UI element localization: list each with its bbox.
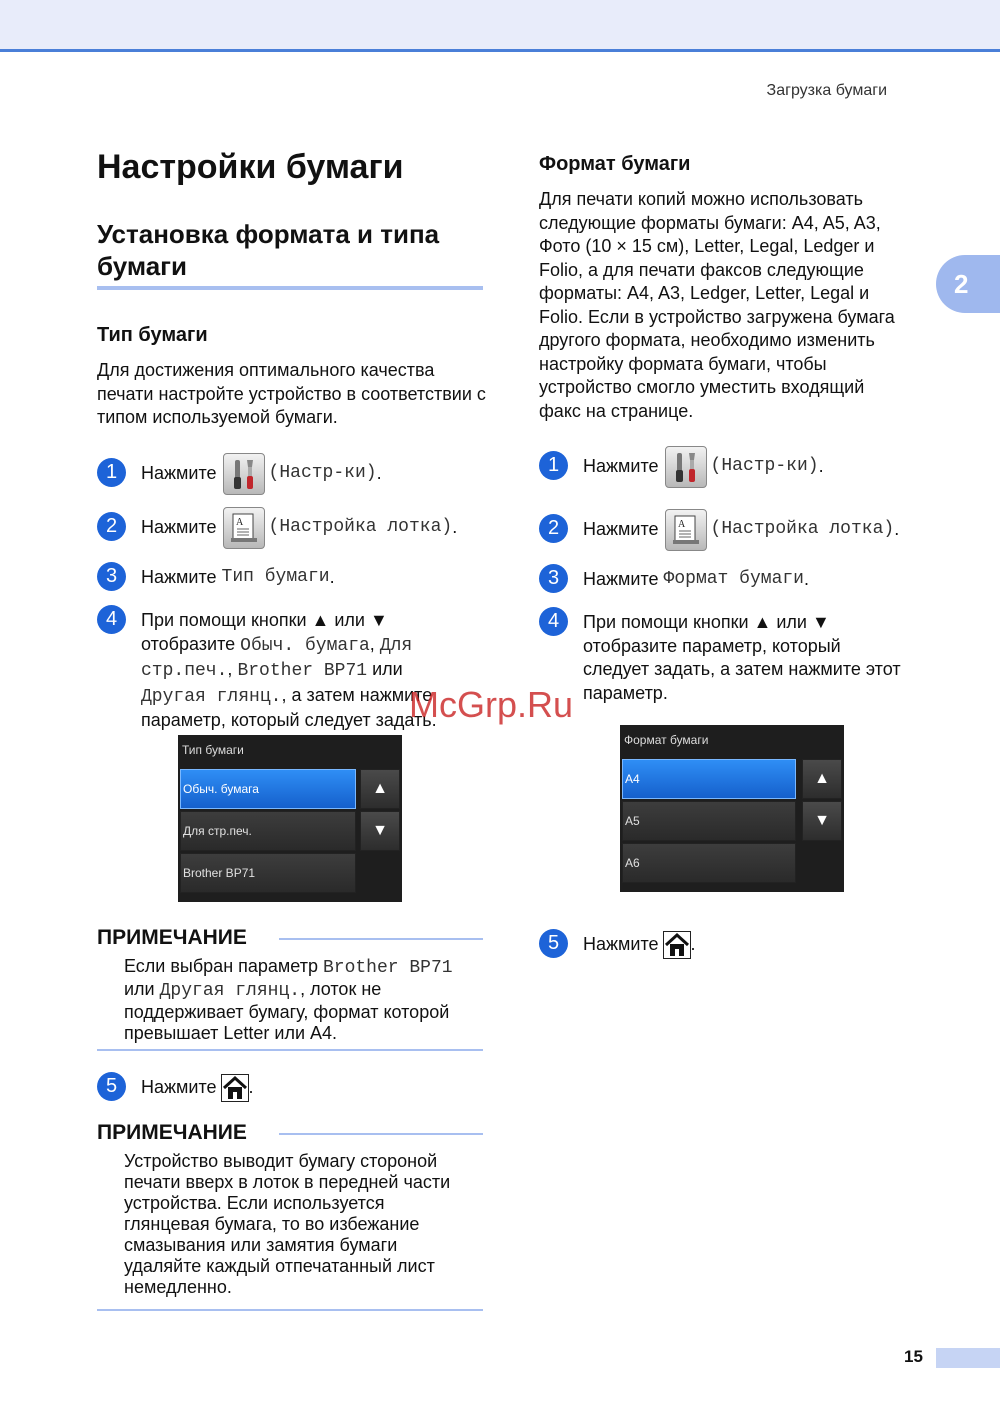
step-text: Нажмите bbox=[141, 1077, 217, 1098]
lcd-option[interactable]: A4 bbox=[622, 759, 796, 799]
step-post: . bbox=[690, 934, 696, 955]
step-number: 1 bbox=[97, 458, 126, 487]
step-number: 1 bbox=[539, 451, 568, 480]
settings-tools-icon[interactable] bbox=[665, 446, 707, 488]
svg-text:A: A bbox=[235, 517, 243, 528]
step-post: . bbox=[803, 569, 809, 589]
step-text: Нажмите bbox=[583, 569, 664, 589]
intro-line: Фото (10 × 15 см), Letter, Legal, Ledger и bbox=[539, 236, 875, 256]
step-mono: Тип бумаги bbox=[221, 567, 330, 587]
step-line: параметр, который следует задать. bbox=[141, 710, 437, 730]
intro-line: следующие форматы бумаги: A4, A5, A3, bbox=[539, 212, 881, 233]
step-2 bbox=[141, 506, 457, 550]
note-line-text: или Другая глянц., лоток не bbox=[124, 979, 382, 1001]
step-number: 4 bbox=[539, 607, 568, 636]
step-number: 3 bbox=[539, 564, 568, 593]
section-title: Установка формата и типа бумаги bbox=[97, 219, 440, 281]
page-tab bbox=[936, 1348, 1000, 1368]
step-post: . bbox=[376, 463, 382, 484]
step-number: 3 bbox=[97, 562, 126, 591]
step-mono: (Настройка лотка) bbox=[268, 517, 453, 538]
step-post: . bbox=[818, 456, 824, 477]
intro-line: устройство смогло уместить входящий bbox=[539, 377, 865, 397]
settings-tools-icon[interactable] bbox=[223, 453, 265, 495]
step-5 bbox=[141, 1073, 254, 1103]
section-rule bbox=[97, 286, 483, 290]
chapter-tab: 2 bbox=[936, 255, 1000, 313]
step-line: следует задать, а затем нажмите этот bbox=[583, 659, 901, 679]
step-3 bbox=[583, 568, 809, 592]
subsection-title-paper-size: Формат бумаги bbox=[539, 153, 691, 175]
step-mono: (Настройка лотка) bbox=[710, 519, 895, 540]
lcd-option[interactable]: A6 bbox=[622, 843, 796, 883]
note-line-text: смазывания или замятия бумаги bbox=[124, 1235, 398, 1255]
step-line: отобразите параметр, который bbox=[583, 635, 841, 656]
lcd-option[interactable]: A5 bbox=[622, 801, 796, 841]
intro-paper-type: Для достижения оптимального качества печати настройте устройство в соответствии с типом используемой бумаги. bbox=[97, 360, 486, 427]
running-head: Загрузка бумаги bbox=[766, 82, 887, 99]
svg-text:A: A bbox=[677, 519, 685, 530]
intro-line: другого формата, необходимо изменить bbox=[539, 330, 875, 350]
lcd-paper-size bbox=[620, 725, 844, 892]
lcd-title: Тип бумаги bbox=[182, 743, 244, 757]
note-rule bbox=[97, 1309, 483, 1311]
step-line: параметр. bbox=[583, 682, 668, 703]
note-rule bbox=[97, 1049, 483, 1051]
note-line-text: удаляйте каждый отпечатанный лист bbox=[124, 1256, 435, 1276]
intro-line: факс на странице. bbox=[539, 400, 694, 421]
step-line: При помощи кнопки ▲ или ▼ bbox=[583, 612, 830, 632]
note-2-text bbox=[124, 1151, 484, 1298]
watermark: McGrp.Ru bbox=[409, 684, 574, 725]
lcd-option[interactable]: Обыч. бумага bbox=[180, 769, 356, 809]
step-post: . bbox=[248, 1077, 254, 1098]
step-number: 5 bbox=[539, 929, 568, 958]
note-line-text: Устройство выводит бумагу стороной bbox=[124, 1151, 438, 1171]
arrow-up-icon[interactable]: ▲ bbox=[360, 769, 400, 809]
step-line: При помощи кнопки ▲ или ▼ bbox=[141, 610, 388, 630]
tray-setting-icon[interactable] bbox=[223, 507, 265, 549]
step-post: . bbox=[894, 519, 900, 540]
home-icon[interactable] bbox=[221, 1074, 249, 1102]
intro-line: Folio, а для печати факсов следующие bbox=[539, 259, 864, 280]
intro-line: Для печати копий можно использовать bbox=[539, 189, 863, 209]
step-text: Нажмите bbox=[141, 517, 217, 538]
step-text: Нажмите bbox=[583, 456, 659, 477]
note-line-text: превышает Letter или A4. bbox=[124, 1023, 338, 1043]
step-mono: Формат бумаги bbox=[663, 569, 804, 589]
step-5 bbox=[583, 930, 696, 960]
home-icon[interactable] bbox=[663, 931, 691, 959]
note-line-text: Если выбран параметр Brother BP71 bbox=[124, 956, 453, 978]
step-number: 5 bbox=[97, 1072, 126, 1101]
note-line bbox=[279, 938, 483, 940]
note-line-text: печати вверх в лоток в передней части bbox=[124, 1172, 451, 1192]
note-1-text bbox=[124, 956, 484, 1044]
arrow-down-icon[interactable]: ▼ bbox=[360, 811, 400, 851]
note-heading: ПРИМЕЧАНИЕ bbox=[97, 1121, 247, 1144]
note-line-text: глянцевая бумага, то во избежание bbox=[124, 1214, 420, 1234]
note-line-text: поддерживает бумагу, формат которой bbox=[124, 1002, 450, 1022]
step-post: . bbox=[452, 517, 458, 538]
step-post: . bbox=[329, 567, 335, 587]
page-number: 15 bbox=[904, 1347, 923, 1366]
lcd-paper-type bbox=[178, 735, 402, 902]
step-text: Нажмите bbox=[141, 463, 217, 484]
step-text: Нажмите bbox=[141, 567, 222, 587]
step-text: Нажмите bbox=[583, 519, 659, 540]
arrow-up-icon[interactable]: ▲ bbox=[802, 759, 842, 799]
step-number: 2 bbox=[97, 512, 126, 541]
page-title: Настройки бумаги bbox=[97, 148, 404, 186]
intro-line: Folio. Если в устройство загружена бумага bbox=[539, 306, 895, 327]
note-line-text: устройства. Если используется bbox=[124, 1193, 385, 1213]
intro-line: форматы: A4, A3, Ledger, Letter, Legal и bbox=[539, 283, 870, 303]
step-mono: (Настр-ки) bbox=[710, 456, 819, 477]
step-1 bbox=[583, 445, 824, 489]
lcd-option[interactable]: Brother BP71 bbox=[180, 853, 356, 893]
step-number: 4 bbox=[97, 605, 126, 634]
subsection-title-paper-type: Тип бумаги bbox=[97, 324, 208, 346]
step-3 bbox=[141, 566, 335, 590]
header-band bbox=[0, 0, 1000, 52]
lcd-title: Формат бумаги bbox=[624, 733, 709, 747]
lcd-option[interactable]: Для стр.печ. bbox=[180, 811, 356, 851]
tray-setting-icon[interactable] bbox=[665, 509, 707, 551]
note-heading: ПРИМЕЧАНИЕ bbox=[97, 926, 247, 949]
step-text: Нажмите bbox=[583, 934, 659, 955]
step-line: отобразите Обыч. бумага, Для bbox=[141, 633, 413, 656]
step-number: 2 bbox=[539, 514, 568, 543]
step-2 bbox=[583, 508, 899, 552]
note-line bbox=[279, 1133, 483, 1135]
step-1 bbox=[141, 452, 382, 496]
step-mono: (Настр-ки) bbox=[268, 463, 377, 484]
step-line: стр.печ., Brother BP71 или bbox=[141, 659, 403, 681]
note-line-text: немедленно. bbox=[124, 1277, 232, 1297]
intro-line: настройку формата бумаги, чтобы bbox=[539, 353, 827, 374]
intro-paper-size bbox=[539, 188, 931, 423]
step-4 bbox=[583, 611, 928, 705]
arrow-down-icon[interactable]: ▼ bbox=[802, 801, 842, 841]
step-line: Другая глянц., а затем нажмите bbox=[141, 684, 433, 707]
